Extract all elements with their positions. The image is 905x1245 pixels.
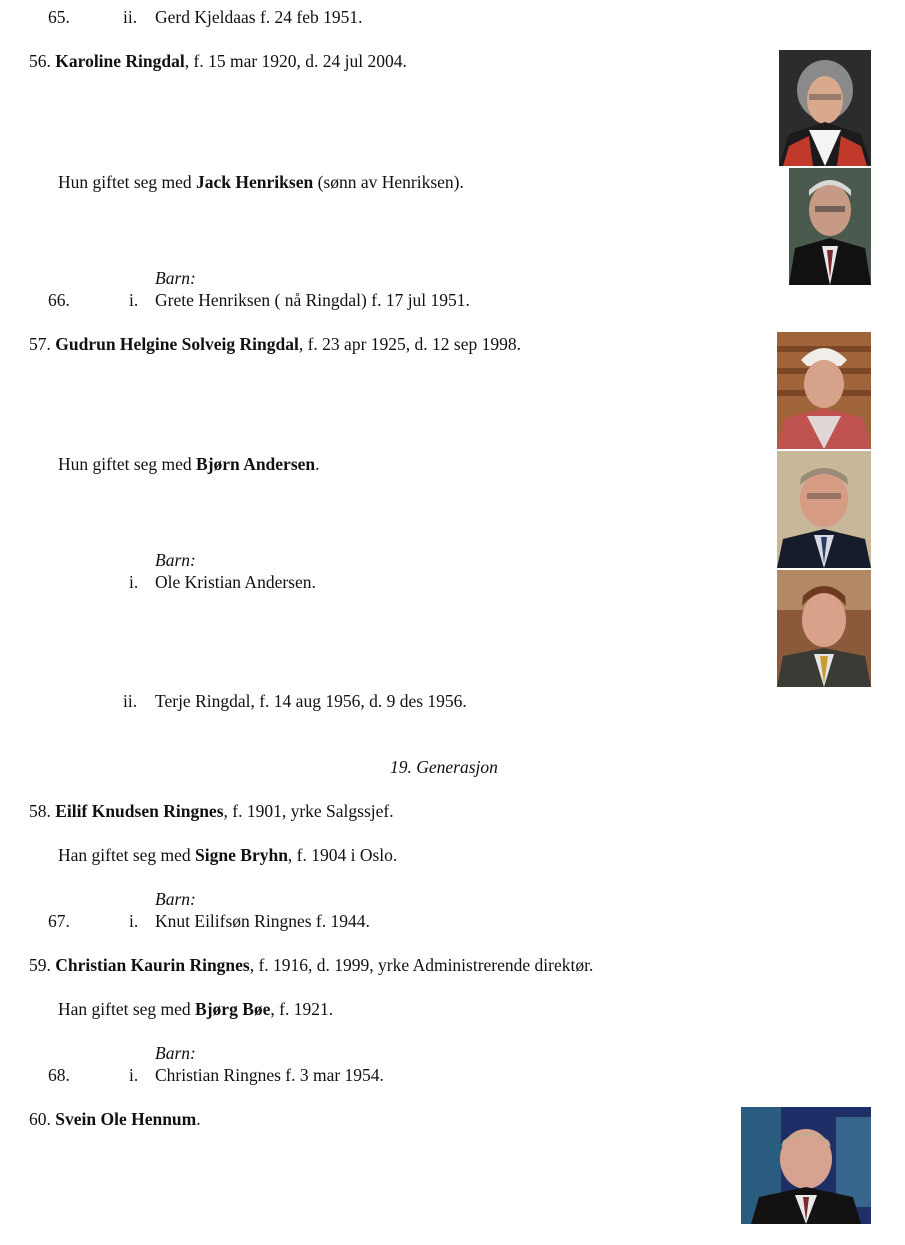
child-number-68: 68. (48, 1065, 70, 1085)
entry-59-heading (29, 955, 593, 976)
person-dates: , f. 15 mar 1920, d. 24 jul 2004. (184, 51, 407, 71)
entry-58-heading (29, 801, 394, 822)
person-dates: , f. 23 apr 1925, d. 12 sep 1998. (298, 334, 521, 354)
portrait-photo-svein-ole (741, 1107, 871, 1224)
children-heading: Barn: (155, 268, 196, 288)
child-number-66: 66. (48, 290, 70, 310)
person-details: , f. 1916, d. 1999, yrke Administrerende direktør. (249, 955, 594, 975)
child-roman-ii: ii. (123, 691, 138, 711)
marriage-line: Han giftet seg med Signe Bryhn, f. 1904 i Oslo. (58, 845, 398, 865)
child-text: Knut Eilifsøn Ringnes f. 1944. (155, 911, 370, 931)
generation-heading: 19. Generasjon (390, 757, 498, 777)
child-text: Ole Kristian Andersen. (155, 572, 316, 592)
person-details: , f. 1901, yrke Salgssjef. (223, 801, 394, 821)
spouse-name: Bjørn Andersen (196, 454, 316, 474)
person-name: Karoline Ringdal (55, 51, 185, 71)
portrait-photo-gudrun (777, 332, 871, 449)
marriage-line: Hun giftet seg med Jack Henriksen (sønn av Henriksen). (58, 172, 464, 192)
person-name: Eilif Knudsen Ringnes (55, 801, 224, 821)
child-text: Christian Ringnes f. 3 mar 1954. (155, 1065, 384, 1085)
portrait-photo-ole-kristian (777, 570, 871, 687)
portrait-photo-karoline (779, 50, 871, 166)
children-heading: Barn: (155, 1043, 196, 1063)
child-text: Terje Ringdal, f. 14 aug 1956, d. 9 des 1956. (155, 691, 467, 711)
entry-number: 57. (29, 334, 51, 354)
entry-number: 56. (29, 51, 51, 71)
portrait-photo-bjorn (777, 451, 871, 568)
entry-number: 59. (29, 955, 51, 975)
entry-57-heading (29, 334, 521, 355)
child-roman-ii: ii. (123, 7, 138, 27)
child-number-67: 67. (48, 911, 70, 931)
children-heading: Barn: (155, 550, 196, 570)
child-roman-i: i. (129, 911, 139, 931)
spouse-name: Signe Bryhn (195, 845, 288, 865)
person-name: Christian Kaurin Ringnes (55, 955, 250, 975)
entry-60-heading: 60. Svein Ole Hennum. (29, 1109, 201, 1129)
portrait-photo-jack (789, 168, 871, 285)
entry-number: 58. (29, 801, 51, 821)
child-roman-i: i. (129, 1065, 139, 1085)
child-text: Grete Henriksen ( nå Ringdal) f. 17 jul 1951. (155, 290, 470, 310)
marriage-line: Han giftet seg med Bjørg Bøe, f. 1921. (58, 999, 334, 1019)
child-text: Gerd Kjeldaas f. 24 feb 1951. (155, 7, 363, 27)
marriage-line: Hun giftet seg med Bjørn Andersen. (58, 454, 320, 474)
person-name: Gudrun Helgine Solveig Ringdal (55, 334, 299, 354)
entry-number: 60. (29, 1109, 51, 1129)
person-name: Svein Ole Hennum (55, 1109, 197, 1129)
child-roman-i: i. (129, 572, 139, 592)
children-heading: Barn: (155, 889, 196, 909)
spouse-name: Bjørg Bøe (195, 999, 271, 1019)
entry-56-heading (29, 51, 407, 72)
child-roman-i: i. (129, 290, 139, 310)
child-number-65: 65. (48, 7, 70, 27)
spouse-name: Jack Henriksen (196, 172, 314, 192)
